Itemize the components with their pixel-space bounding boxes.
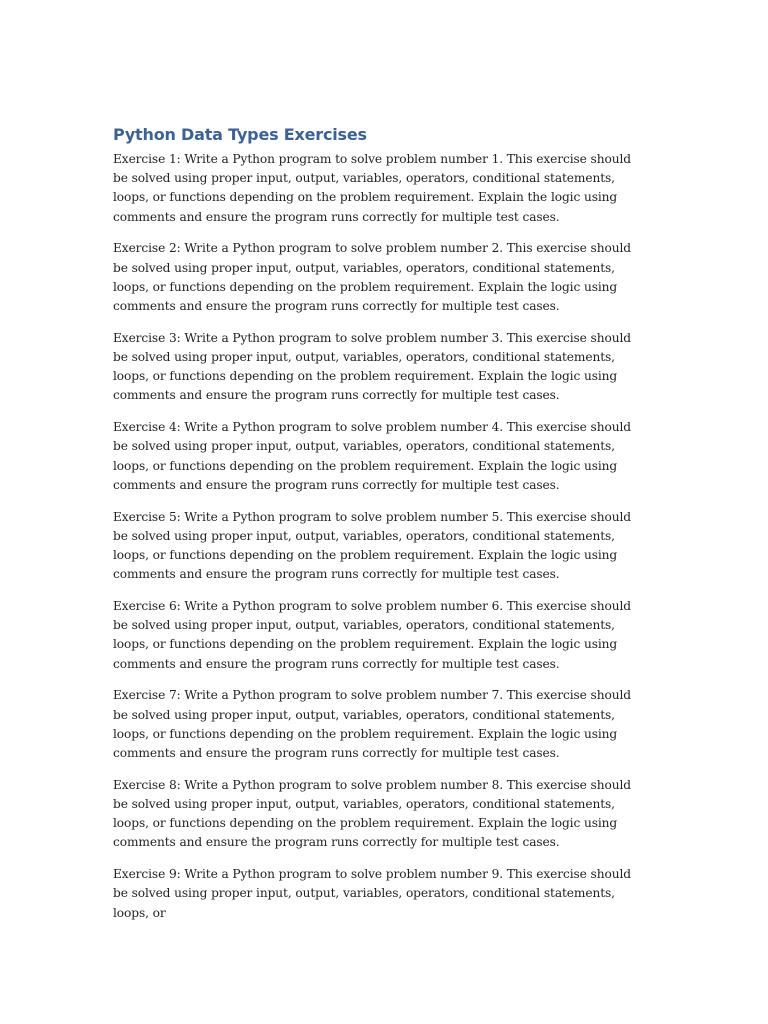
- exercise-paragraph: Exercise 8: Write a Python program to solve problem number 8. This exercise should be solved using proper input, output, variables, operators, conditional statements, loops, or functions depending on the problem requirement. Explain the logic using comments and ensure the program runs correctly for multiple test cases.: [113, 777, 631, 850]
- exercise-paragraph: Exercise 3: Write a Python program to solve problem number 3. This exercise should be solved using proper input, output, variables, operators, conditional statements, loops, or functions depending on the problem requirement. Explain the logic using comments and ensure the program runs correctly for multiple test cases.: [113, 330, 631, 403]
- document-title: Python Data Types Exercises: [113, 125, 367, 144]
- exercise-paragraph: Exercise 7: Write a Python program to solve problem number 7. This exercise should be solved using proper input, output, variables, operators, conditional statements, loops, or functions depending on the problem requirement. Explain the logic using comments and ensure the program runs correctly for multiple test cases.: [113, 688, 631, 761]
- exercise-paragraph: Exercise 6: Write a Python program to solve problem number 6. This exercise should be solved using proper input, output, variables, operators, conditional statements, loops, or functions depending on the problem requirement. Explain the logic using comments and ensure the program runs correctly for multiple test cases.: [113, 599, 631, 671]
- exercise-paragraph: Exercise 1: Write a Python program to solve problem number 1. This exercise should be solved using proper input, output, variables, operators, conditional statements, loops, or functions depending on the problem requirement. Explain the logic using comments and ensure the program runs correctly for multiple test cases.: [113, 152, 631, 224]
- exercise-paragraph: Exercise 4: Write a Python program to solve problem number 4. This exercise should be solved using proper input, output, variables, operators, conditional statements, loops, or functions depending on the problem requirement. Explain the logic using comments and ensure the program runs correctly for multiple test cases.: [113, 420, 631, 492]
- exercise-paragraph: Exercise 5: Write a Python program to solve problem number 5. This exercise should be solved using proper input, output, variables, operators, conditional statements, loops, or functions depending on the problem requirement. Explain the logic using comments and ensure the program runs correctly for multiple test cases.: [113, 509, 631, 582]
- exercise-paragraph: Exercise 2: Write a Python program to solve problem number 2. This exercise should be solved using proper input, output, variables, operators, conditional statements, loops, or functions depending on the problem requirement. Explain the logic using comments and ensure the program runs correctly for multiple test cases.: [113, 241, 631, 314]
- document-body: [113, 124, 641, 920]
- exercise-paragraph: Exercise 9: Write a Python program to solve problem number 9. This exercise should be solved using proper input, output, variables, operators, conditional statements, loops, or: [113, 867, 631, 920]
